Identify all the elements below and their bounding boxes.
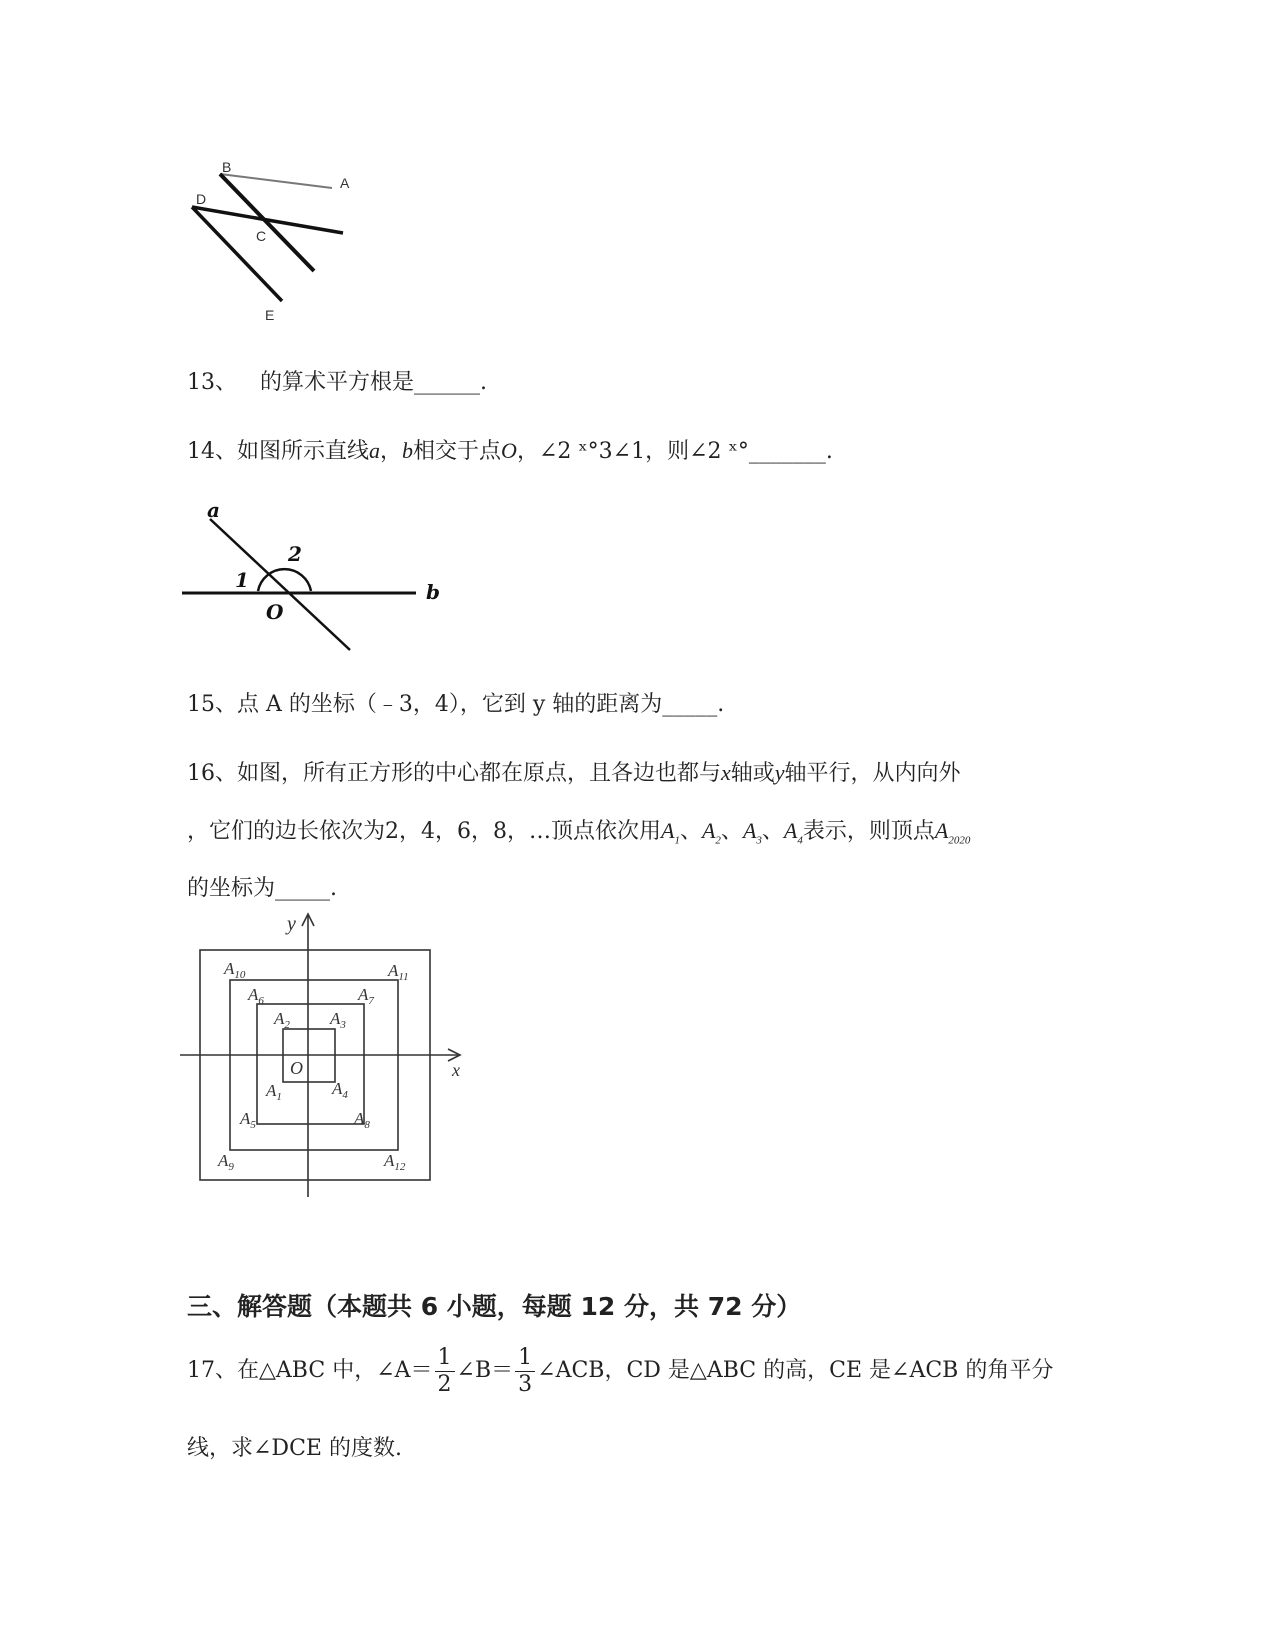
- var-a: a: [369, 438, 381, 463]
- question-16-line-1: [187, 758, 961, 789]
- label-O: O: [266, 600, 284, 624]
- q14-comma: ，: [380, 439, 403, 464]
- square-side-8: [200, 950, 430, 1180]
- axis-label-x: x: [452, 1060, 460, 1080]
- vertex-A8: $A_8$: [354, 1109, 370, 1131]
- question-14-number: 14、: [187, 439, 237, 464]
- q17-pre: 17、在△ABC 中，∠A＝: [187, 1358, 433, 1383]
- q17-post: ∠ACB，CD 是△ABC 的高，CE 是∠ACB 的角平分: [537, 1358, 1054, 1383]
- figure-q16-nested-squares: [180, 910, 480, 1210]
- question-17-line-1: [187, 1343, 1053, 1399]
- vertex-A6: $A_6$: [248, 985, 264, 1007]
- label-a: a: [207, 498, 220, 522]
- figure-q12-lines: [180, 150, 380, 335]
- question-14-pre: 如图所示直线: [237, 439, 370, 464]
- sep: 、: [679, 819, 702, 844]
- label-B: B: [222, 159, 232, 175]
- fraction-one-half: $\frac{1}{2}$: [435, 1345, 455, 1398]
- vertex-A3: $A_3$: [330, 1009, 346, 1031]
- vertex-A1: $A_1$: [266, 1081, 282, 1103]
- q16-text-e: 表示，则顶点: [802, 819, 935, 844]
- label-A: A: [340, 175, 350, 191]
- vertex-A11: $A_{11}$: [388, 961, 409, 983]
- question-13-text: 的算术平方根是______.: [260, 370, 487, 395]
- q16-text-d: ，它们的边长依次为2，4，6，8，…顶点依次用: [187, 819, 661, 844]
- var-A3: $A_3$: [742, 818, 762, 847]
- var-A2: $A_2$: [701, 818, 721, 847]
- question-16-line-3: [187, 874, 337, 904]
- question-14-equation: ，∠2 ˣ°3∠1，则∠2 ˣ°_______.: [516, 439, 833, 464]
- var-A1: $A_1$: [661, 818, 680, 847]
- question-15-text: 15、点 A 的坐标（﹣3，4），它到 y 轴的距离为_____.: [187, 692, 725, 717]
- vertex-A7: $A_7$: [358, 985, 374, 1007]
- question-14: [187, 436, 833, 467]
- vertex-A10: $A_{10}$: [224, 959, 246, 981]
- q16-text-a: 16、如图，所有正方形的中心都在原点，且各边也都与: [187, 761, 721, 786]
- axis-label-y: y: [287, 913, 296, 935]
- var-A2020: $A_{2020}$: [934, 818, 971, 847]
- label-C: C: [256, 228, 267, 244]
- sep: 、: [761, 819, 784, 844]
- vertex-A2: $A_2$: [274, 1009, 290, 1031]
- question-14-mid: 相交于点: [413, 439, 502, 464]
- var-O: O: [501, 438, 517, 463]
- line-a: [210, 519, 350, 650]
- section-3-heading: 三、解答题（本题共 6 小题，每题 12 分，共 72 分）: [187, 1292, 802, 1321]
- figure-q14-intersecting-lines: [180, 495, 450, 660]
- label-2: 2: [288, 542, 302, 566]
- question-17-line-2: [187, 1434, 402, 1464]
- q16-text-f: 的坐标为_____.: [187, 876, 337, 901]
- vertex-A4: $A_4$: [332, 1079, 348, 1101]
- label-b: b: [426, 580, 440, 604]
- var-b: b: [402, 438, 414, 463]
- fraction-one-third: $\frac{1}{3}$: [515, 1345, 535, 1398]
- var-y: y: [774, 760, 785, 785]
- label-1: 1: [235, 568, 249, 592]
- var-A4: $A_4$: [783, 818, 803, 847]
- question-13: [187, 368, 487, 398]
- label-E: E: [265, 307, 275, 323]
- origin-label: O: [290, 1058, 303, 1078]
- question-16-line-2: [187, 816, 970, 855]
- segment-BA: [220, 174, 332, 188]
- var-x: x: [721, 760, 731, 785]
- vertex-A9: $A_9$: [218, 1151, 234, 1173]
- label-D: D: [196, 191, 207, 207]
- q17-line2: 线，求∠DCE 的度数.: [187, 1436, 402, 1461]
- q16-text-b: 轴或: [730, 761, 775, 786]
- q16-text-c: 轴平行，从内向外: [784, 761, 961, 786]
- vertex-A12: $A_{12}$: [384, 1151, 406, 1173]
- sep: 、: [720, 819, 743, 844]
- q17-mid: ∠B＝: [456, 1358, 514, 1383]
- line-BC: [220, 174, 314, 271]
- question-13-number: 13、: [187, 370, 237, 395]
- question-15: [187, 690, 724, 720]
- vertex-A5: $A_5$: [240, 1109, 256, 1131]
